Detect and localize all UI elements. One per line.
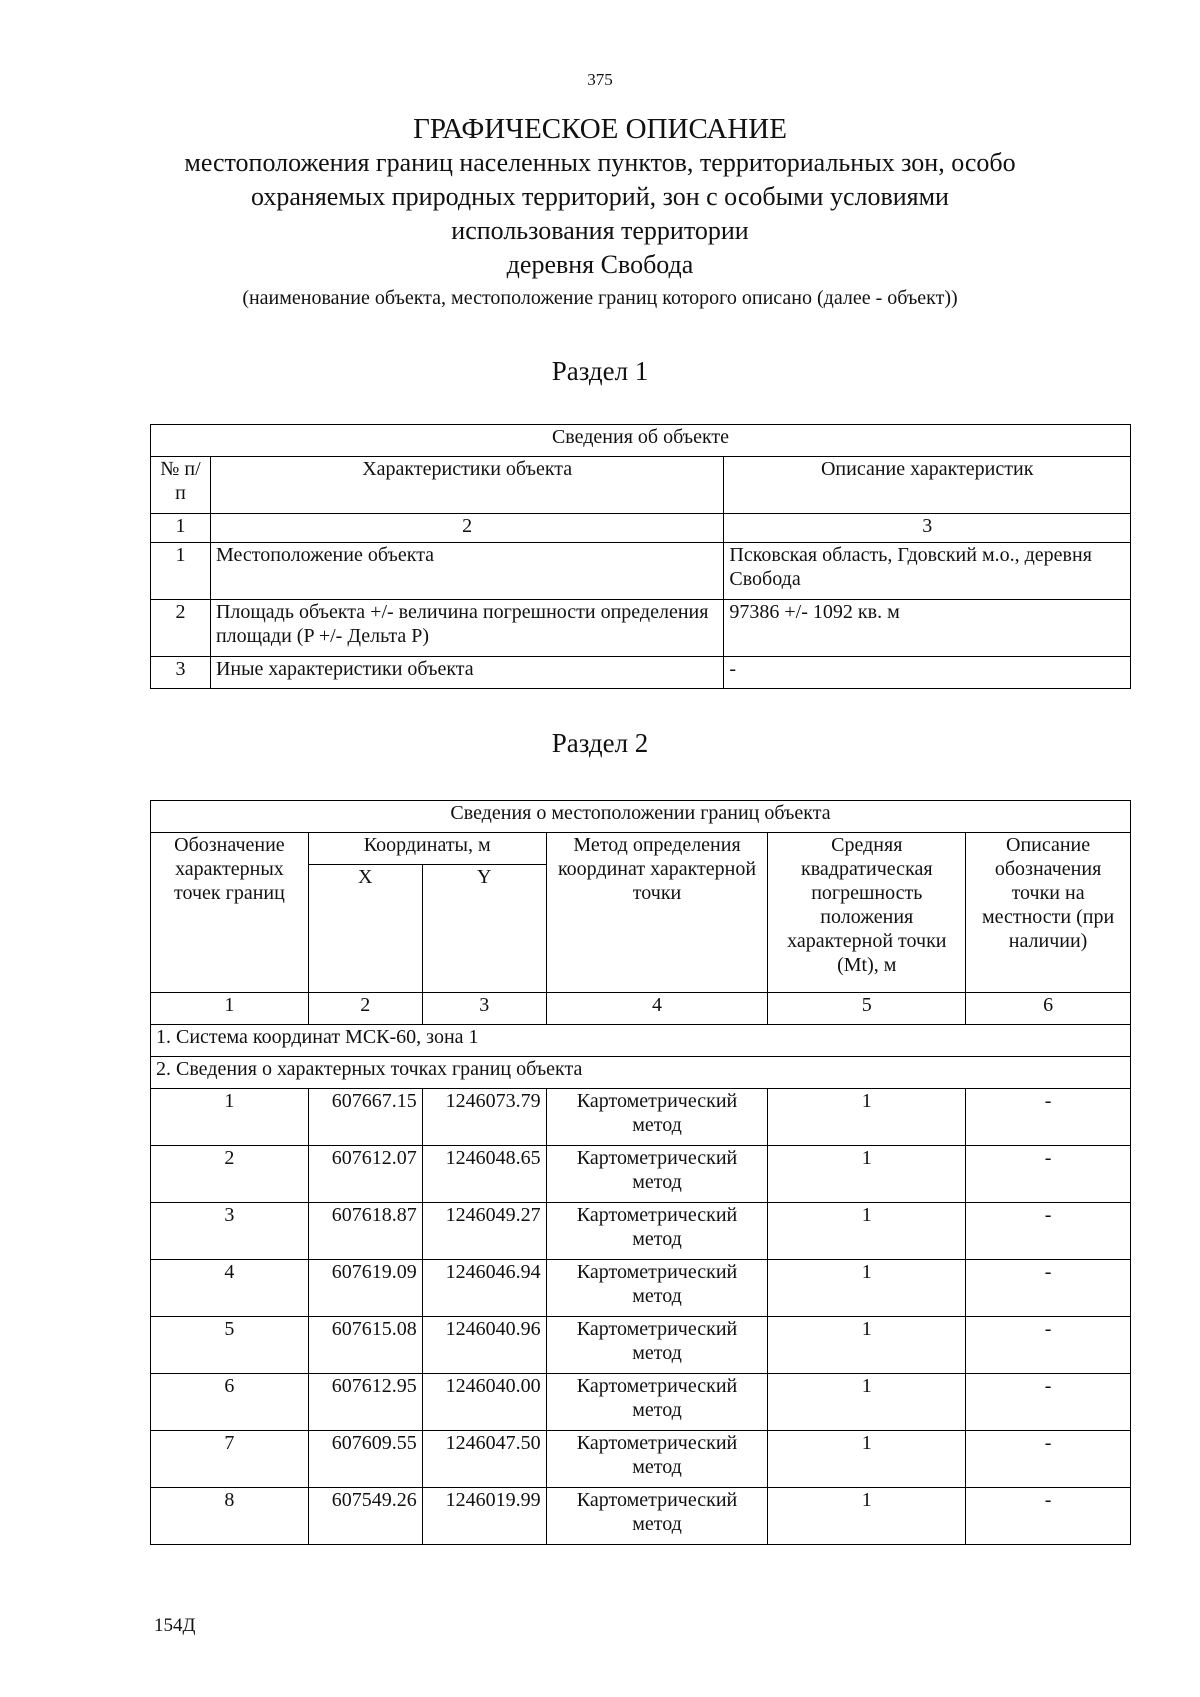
point-description: - bbox=[966, 1089, 1131, 1146]
point-x: 607667.15 bbox=[308, 1089, 422, 1146]
point-method: Картометрический метод bbox=[546, 1146, 768, 1203]
point-method: Картометрический метод bbox=[546, 1374, 768, 1431]
point-number: 2 bbox=[151, 1146, 309, 1203]
row-characteristic: Площадь объекта +/- величина погрешности определения площади (P +/- Дельта P) bbox=[210, 600, 723, 657]
point-method: Картометрический метод bbox=[546, 1089, 768, 1146]
point-x: 607618.87 bbox=[308, 1203, 422, 1260]
point-accuracy: 1 bbox=[768, 1374, 966, 1431]
table-row bbox=[151, 1146, 1131, 1203]
point-accuracy: 1 bbox=[768, 1203, 966, 1260]
point-y: 1246040.00 bbox=[422, 1374, 546, 1431]
document-title-block bbox=[0, 112, 1200, 312]
document-subtitle-line-1: местоположения границ населенных пунктов, территориальных зон, особо bbox=[184, 148, 1016, 177]
point-number: 8 bbox=[151, 1488, 309, 1545]
point-method: Картометрический метод bbox=[546, 1431, 768, 1488]
col-number-2: 2 bbox=[308, 993, 422, 1025]
point-x: 607609.55 bbox=[308, 1431, 422, 1488]
document-title: ГРАФИЧЕСКОЕ ОПИСАНИЕ bbox=[413, 113, 787, 145]
point-x: 607612.07 bbox=[308, 1146, 422, 1203]
point-y: 1246046.94 bbox=[422, 1260, 546, 1317]
row-characteristic: Иные характеристики объекта bbox=[210, 657, 723, 689]
header-number: № п/п bbox=[151, 457, 211, 514]
point-y: 1246019.99 bbox=[422, 1488, 546, 1545]
point-number: 3 bbox=[151, 1203, 309, 1260]
header-x: X bbox=[308, 865, 422, 993]
point-number: 7 bbox=[151, 1431, 309, 1488]
col-number-2: 2 bbox=[210, 514, 723, 543]
row-description: Псковская область, Гдовский м.о., деревня Свобода bbox=[724, 543, 1131, 600]
point-number: 5 bbox=[151, 1317, 309, 1374]
point-accuracy: 1 bbox=[768, 1089, 966, 1146]
point-method: Картометрический метод bbox=[546, 1203, 768, 1260]
point-method: Картометрический метод bbox=[546, 1488, 768, 1545]
col-number-4: 4 bbox=[546, 993, 768, 1025]
object-info-table bbox=[150, 424, 1131, 689]
header-point-description: Описание обозначения точки на местности (при наличии) bbox=[966, 833, 1131, 993]
header-y: Y bbox=[422, 865, 546, 993]
header-characteristic: Характеристики объекта bbox=[210, 457, 723, 514]
table-row bbox=[151, 1203, 1131, 1260]
point-y: 1246049.27 bbox=[422, 1203, 546, 1260]
table-title: Сведения об объекте bbox=[151, 425, 1131, 457]
point-x: 607615.08 bbox=[308, 1317, 422, 1374]
footer-code: 154Д bbox=[154, 1615, 196, 1636]
col-number-3: 3 bbox=[724, 514, 1131, 543]
point-y: 1246073.79 bbox=[422, 1089, 546, 1146]
table-row bbox=[151, 600, 1131, 657]
point-number: 4 bbox=[151, 1260, 309, 1317]
col-number-6: 6 bbox=[966, 993, 1131, 1025]
point-description: - bbox=[966, 1488, 1131, 1545]
boundary-points-table bbox=[150, 800, 1131, 1545]
point-method: Картометрический метод bbox=[546, 1260, 768, 1317]
row-number: 1 bbox=[151, 543, 211, 600]
section-2-heading: Раздел 2 bbox=[551, 728, 649, 758]
table-row bbox=[151, 1260, 1131, 1317]
row-description: - bbox=[724, 657, 1131, 689]
col-number-1: 1 bbox=[151, 514, 211, 543]
points-section-title: 2. Сведения о характерных точках границ объекта bbox=[151, 1057, 1131, 1089]
document-subtitle-line-3: использования территории bbox=[451, 216, 749, 245]
table-row bbox=[151, 1488, 1131, 1545]
row-number: 2 bbox=[151, 600, 211, 657]
point-description: - bbox=[966, 1431, 1131, 1488]
object-name-note: (наименование объекта, местоположение границ которого описано (далее - объект)) bbox=[242, 287, 958, 309]
table-row bbox=[151, 1431, 1131, 1488]
point-x: 607619.09 bbox=[308, 1260, 422, 1317]
table-row bbox=[151, 543, 1131, 600]
coordinate-system: 1. Система координат МСК-60, зона 1 bbox=[151, 1025, 1131, 1057]
point-x: 607612.95 bbox=[308, 1374, 422, 1431]
point-number: 6 bbox=[151, 1374, 309, 1431]
point-number: 1 bbox=[151, 1089, 309, 1146]
point-accuracy: 1 bbox=[768, 1260, 966, 1317]
point-description: - bbox=[966, 1374, 1131, 1431]
table-row bbox=[151, 1317, 1131, 1374]
point-description: - bbox=[966, 1317, 1131, 1374]
col-number-1: 1 bbox=[151, 993, 309, 1025]
document-subtitle-line-2: охраняемых природных территорий, зон с особыми условиями bbox=[251, 182, 949, 211]
point-y: 1246040.96 bbox=[422, 1317, 546, 1374]
col-number-5: 5 bbox=[768, 993, 966, 1025]
row-number: 3 bbox=[151, 657, 211, 689]
header-point: Обозначение характерных точек границ bbox=[151, 833, 309, 993]
header-accuracy: Средняя квадратическая погрешность положения характерной точки (Mt), м bbox=[768, 833, 966, 993]
point-description: - bbox=[966, 1260, 1131, 1317]
row-description: 97386 +/- 1092 кв. м bbox=[724, 600, 1131, 657]
point-accuracy: 1 bbox=[768, 1146, 966, 1203]
point-accuracy: 1 bbox=[768, 1431, 966, 1488]
point-description: - bbox=[966, 1203, 1131, 1260]
col-number-3: 3 bbox=[422, 993, 546, 1025]
page-number: 375 bbox=[587, 70, 613, 89]
point-method: Картометрический метод bbox=[546, 1317, 768, 1374]
header-method: Метод определения координат характерной точки bbox=[546, 833, 768, 993]
point-y: 1246048.65 bbox=[422, 1146, 546, 1203]
header-description: Описание характеристик bbox=[724, 457, 1131, 514]
table-row bbox=[151, 657, 1131, 689]
table-row bbox=[151, 1374, 1131, 1431]
header-coordinates: Координаты, м bbox=[308, 833, 546, 865]
point-description: - bbox=[966, 1146, 1131, 1203]
section-1-heading: Раздел 1 bbox=[551, 356, 649, 386]
row-characteristic: Местоположение объекта bbox=[210, 543, 723, 600]
point-x: 607549.26 bbox=[308, 1488, 422, 1545]
point-accuracy: 1 bbox=[768, 1317, 966, 1374]
point-accuracy: 1 bbox=[768, 1488, 966, 1545]
table-row bbox=[151, 1089, 1131, 1146]
object-name: деревня Свобода bbox=[506, 250, 694, 279]
table-title: Сведения о местоположении границ объекта bbox=[151, 801, 1131, 833]
point-y: 1246047.50 bbox=[422, 1431, 546, 1488]
